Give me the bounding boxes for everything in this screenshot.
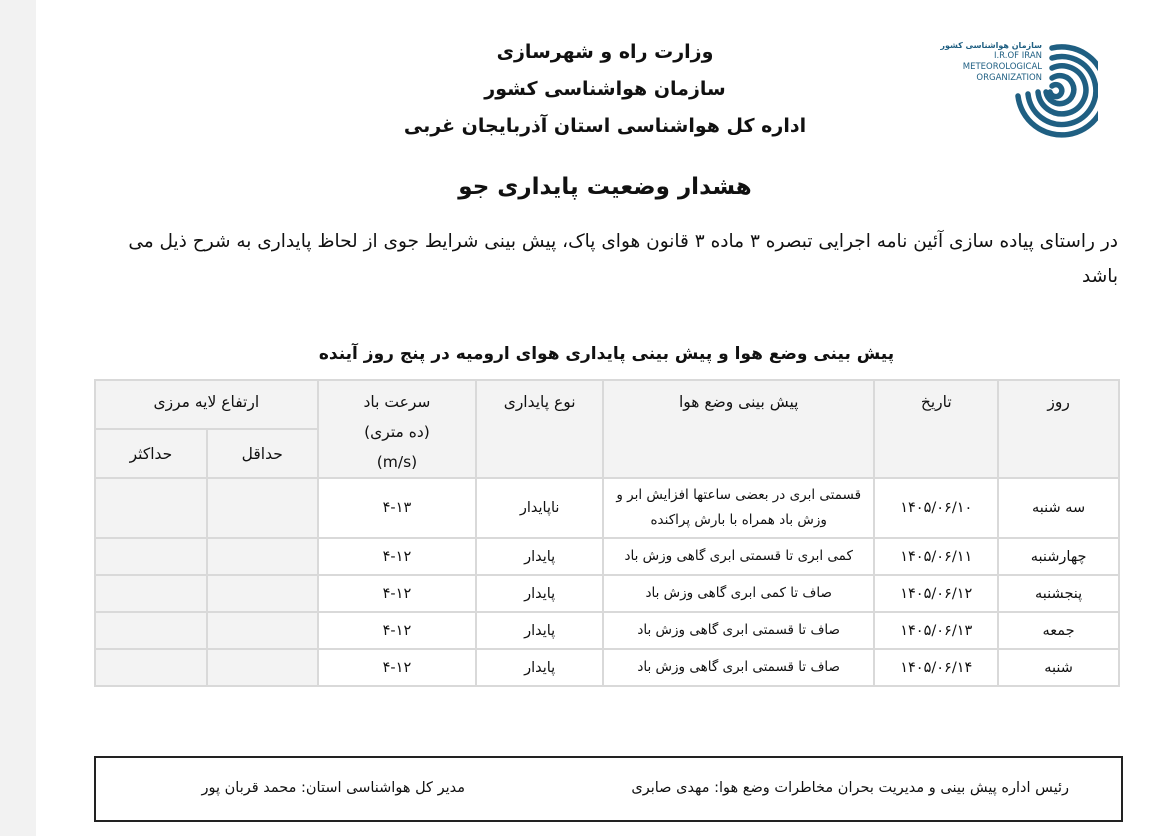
- cell-wind: ۴-۱۲: [318, 575, 477, 612]
- cell-weather: [603, 478, 874, 538]
- logo-text-en-3: ORGANIZATION: [976, 73, 1042, 83]
- cell-weather: صاف تا قسمتی ابری گاهی وزش باد: [603, 649, 874, 686]
- table-row: [95, 575, 1119, 612]
- logo-text-en-2: METEOROLOGICAL: [962, 62, 1042, 72]
- page-margin-strip: [0, 0, 36, 836]
- document-title: هشدار وضعیت پایداری جو: [458, 174, 752, 200]
- cell-min: [207, 612, 318, 649]
- header-day: روز: [998, 380, 1119, 478]
- forecast-table: [94, 379, 1120, 687]
- table-row: [95, 649, 1119, 686]
- header-boundary-layer: ارتفاع لایه مرزی: [95, 380, 318, 429]
- header-wind-title: سرعت باد: [363, 393, 431, 411]
- cell-max: [95, 612, 207, 649]
- header-wind-subtitle: (ده متری): [364, 423, 430, 441]
- cell-min: [207, 538, 318, 575]
- cell-wind: ۴-۱۲: [318, 538, 477, 575]
- cell-day: چهارشنبه: [998, 538, 1119, 575]
- logo-text-fa: سازمان هواشناسی کشور: [940, 41, 1042, 50]
- director-signature: مدیر کل هواشناسی استان: محمد قربان پور: [201, 780, 465, 796]
- cell-weather-line1: قسمتی ابری در بعضی ساعتها افزایش ابر و: [616, 487, 862, 503]
- cell-weather: صاف تا کمی ابری گاهی وزش باد: [603, 575, 874, 612]
- cell-min: [207, 478, 318, 538]
- cell-stability: پایدار: [476, 575, 603, 612]
- signature-box: [94, 756, 1123, 822]
- cell-wind: ۴-۱۳: [318, 478, 477, 538]
- table-row: [95, 538, 1119, 575]
- header-date: تاریخ: [874, 380, 998, 478]
- cell-day: سه شنبه: [998, 478, 1119, 538]
- intro-paragraph: در راستای پیاده سازی آئین نامه اجرایی تبصره ۳ ماده ۳ قانون هوای پاک، پیش بینی شرایط جوی از لحاظ پایداری به شرح ذیل می باشد: [128, 231, 1118, 287]
- cell-date: ۱۴۰۵/۰۶/۱۰: [874, 478, 998, 538]
- spiral-emblem-icon: [1006, 36, 1098, 146]
- cell-max: [95, 575, 207, 612]
- cell-stability: ناپایدار: [476, 478, 603, 538]
- cell-day: شنبه: [998, 649, 1119, 686]
- provincial-office-name: اداره کل هواشناسی استان آذربایجان غربی: [403, 115, 807, 137]
- cell-wind: ۴-۱۲: [318, 649, 477, 686]
- cell-min: [207, 575, 318, 612]
- table-caption: پیش بینی وضع هوا و پیش بینی پایداری هوای ارومیه در پنج روز آینده: [318, 344, 895, 364]
- header-min: حداقل: [207, 429, 318, 478]
- header-weather: پیش بینی وضع هوا: [603, 380, 874, 478]
- cell-min: [207, 649, 318, 686]
- cell-date: ۱۴۰۵/۰۶/۱۳: [874, 612, 998, 649]
- cell-day: پنجشنبه: [998, 575, 1119, 612]
- cell-stability: پایدار: [476, 612, 603, 649]
- header-max: حداکثر: [95, 429, 207, 478]
- ministry-name: وزارت راه و شهرسازی: [496, 41, 714, 63]
- cell-date: ۱۴۰۵/۰۶/۱۱: [874, 538, 998, 575]
- cell-stability: پایدار: [476, 649, 603, 686]
- cell-weather: کمی ابری تا قسمتی ابری گاهی وزش باد: [603, 538, 874, 575]
- table-row: [95, 612, 1119, 649]
- cell-stability: پایدار: [476, 538, 603, 575]
- table-row: [95, 478, 1119, 538]
- cell-date: ۱۴۰۵/۰۶/۱۴: [874, 649, 998, 686]
- header-wind-unit: (m/s): [376, 453, 418, 471]
- cell-weather: صاف تا قسمتی ابری گاهی وزش باد: [603, 612, 874, 649]
- cell-max: [95, 478, 207, 538]
- organization-name: سازمان هواشناسی کشور: [484, 78, 726, 100]
- header-stability: نوع پایداری: [476, 380, 603, 478]
- header-wind-speed: [318, 380, 477, 478]
- cell-wind: ۴-۱۲: [318, 612, 477, 649]
- cell-date: ۱۴۰۵/۰۶/۱۲: [874, 575, 998, 612]
- cell-weather-line2: وزش باد همراه با بارش پراکنده: [650, 512, 827, 528]
- forecast-head-signature: رئیس اداره پیش بینی و مدیریت بحران مخاطرات وضع هوا: مهدی صابری: [631, 780, 1069, 796]
- cell-day: جمعه: [998, 612, 1119, 649]
- logo-text-en-1: I.R.OF IRAN: [993, 51, 1042, 61]
- cell-max: [95, 538, 207, 575]
- meteorological-organization-logo: [940, 36, 1096, 146]
- document-header: [400, 34, 810, 145]
- cell-max: [95, 649, 207, 686]
